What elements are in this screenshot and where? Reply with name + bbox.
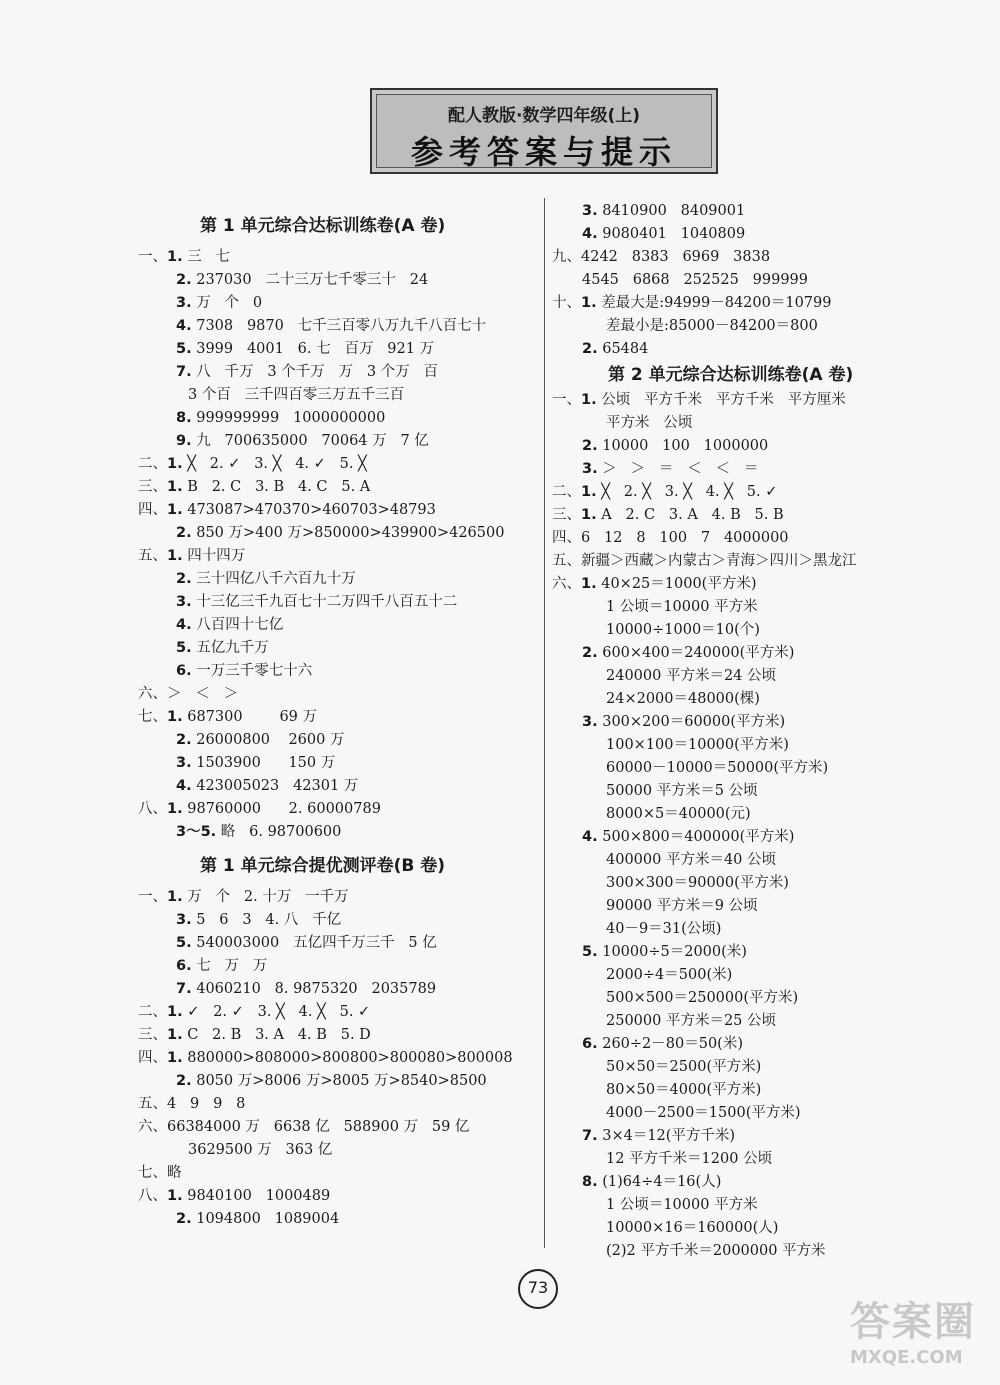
answer-text: 1 公顷＝10000 平方米: [606, 1197, 758, 1213]
answer-line: [138, 430, 538, 453]
section-spacer: [138, 844, 538, 852]
question-number: 5.: [176, 935, 192, 951]
question-number: 2.: [176, 571, 192, 587]
answer-line: [552, 987, 972, 1010]
answer-line: [552, 292, 972, 315]
answer-line: [138, 909, 538, 932]
answer-text: 九 700635000 70064 万 7 亿: [191, 433, 429, 449]
section-title: 第 1 单元综合提优测评卷(B 卷): [200, 856, 446, 876]
answer-line: [552, 481, 972, 504]
question-number: 1.: [167, 1188, 183, 1204]
answer-text: 5 6 3 4. 八 千亿: [191, 912, 342, 928]
question-number: 3.: [176, 912, 192, 928]
question-group-label: 五、: [552, 553, 581, 569]
question-number: 1.: [167, 709, 183, 725]
answer-text: 999999999 1000000000: [191, 410, 386, 426]
question-number: 2.: [176, 732, 192, 748]
question-number: 3.: [176, 295, 192, 311]
answer-text: 3999 4001 6. 七 百万 921 万: [191, 341, 435, 357]
answer-line: [138, 821, 538, 844]
answer-line: [138, 407, 538, 430]
question-group-label: 六、: [138, 1119, 167, 1135]
answer-text: 平方米 公顷: [606, 415, 693, 431]
answer-text: 98760000 2. 60000789: [182, 801, 381, 817]
answer-line: [552, 895, 972, 918]
answer-text: 540003000 五亿四千万三千 5 亿: [191, 935, 437, 951]
question-group-label: 九、: [552, 249, 581, 265]
answer-text: 26000800 2600 万: [191, 732, 345, 748]
question-number: 4.: [582, 829, 598, 845]
answer-text: B 2. C 3. B 4. C 5. A: [182, 479, 371, 495]
banner-title: 参考答案与提示: [410, 133, 677, 171]
answer-text: 12 平方千米＝1200 公顷: [606, 1151, 773, 1167]
question-group-label: 三、: [552, 507, 581, 523]
answer-text: 10000÷1000＝10(个): [606, 622, 760, 638]
answer-text: 4000－2500＝1500(平方米): [606, 1105, 801, 1121]
question-number: 8.: [176, 410, 192, 426]
answer-text: 66384000 万 6638 亿 588900 万 59 亿: [167, 1119, 470, 1135]
answer-text: 差最小是:85000－84200＝800: [606, 318, 818, 334]
question-number: 1.: [167, 249, 183, 265]
left-column: [138, 212, 538, 1231]
answer-line: [552, 619, 972, 642]
question-number: 7.: [176, 364, 192, 380]
answer-text: 400000 平方米＝40 公顷: [606, 852, 777, 868]
answer-line: [552, 596, 972, 619]
header-banner: [370, 88, 718, 174]
question-number: 1.: [581, 295, 597, 311]
answer-text: 880000>808000>800800>800080>800008: [182, 1050, 513, 1066]
question-number: 1.: [167, 502, 183, 518]
answer-text: 60000－10000＝50000(平方米): [606, 760, 829, 776]
answer-text: 8050 万>8006 万>8005 万>8540>8500: [191, 1073, 487, 1089]
answer-text: 6 12 8 100 7 4000000: [581, 530, 789, 546]
answer-text: 8410900 8409001: [597, 203, 746, 219]
answer-text: 五亿九千万: [191, 640, 269, 656]
answer-line: [552, 1079, 972, 1102]
answer-line: [138, 476, 538, 499]
answer-line: [138, 1139, 538, 1162]
answer-line: [552, 338, 972, 361]
answer-line: [138, 591, 538, 614]
right-column: [552, 200, 972, 1263]
answer-text: 4242 8383 6969 3838: [581, 249, 771, 265]
answer-text: 三十四亿八千六百九十万: [191, 571, 356, 587]
answer-text: 差最大是:94999－84200＝10799: [596, 295, 832, 311]
answer-text: 250000 平方米＝25 公顷: [606, 1013, 777, 1029]
answer-line: [138, 1024, 538, 1047]
question-number: 1.: [581, 507, 597, 523]
question-number: 4.: [176, 617, 192, 633]
answer-line: [138, 775, 538, 798]
answer-line: [138, 1162, 538, 1185]
question-group-label: 一、: [552, 392, 581, 408]
answer-text: 万 个 2. 十万 一千万: [182, 889, 349, 905]
question-group-label: 二、: [138, 1004, 167, 1020]
answer-text: (2)2 平方千米＝2000000 平方米: [606, 1243, 826, 1259]
answer-line: [552, 665, 972, 688]
question-number: 9.: [176, 433, 192, 449]
question-number: 6.: [176, 958, 192, 974]
answer-line: [552, 527, 972, 550]
answer-line: [138, 614, 538, 637]
question-number: 5.: [176, 640, 192, 656]
answer-line: [138, 292, 538, 315]
answer-text: 4060210 8. 9875320 2035789: [191, 981, 437, 997]
answer-text: 十三亿三千九百七十二万四千八百五十二: [191, 594, 458, 610]
answer-text: 65484: [597, 341, 649, 357]
answer-line: [552, 246, 972, 269]
question-number: 2.: [176, 525, 192, 541]
answer-text: 240000 平方米＝24 公顷: [606, 668, 777, 684]
question-group-label: 四、: [138, 1050, 167, 1066]
answer-line: [552, 849, 972, 872]
answer-line: [552, 711, 972, 734]
answer-line: [138, 246, 538, 269]
answer-line: [138, 522, 538, 545]
answer-line: [552, 315, 972, 338]
answer-line: [552, 389, 972, 412]
answer-line: [552, 918, 972, 941]
answer-text: 687300 69 万: [182, 709, 318, 725]
question-number: 1.: [167, 1027, 183, 1043]
answer-text: ╳ 2. ╳ 3. ╳ 4. ╳ 5. ✓: [596, 484, 778, 500]
answer-text: 423005023 42301 万: [191, 778, 359, 794]
answer-text: 4545 6868 252525 999999: [582, 272, 808, 288]
answer-text: 80×50＝4000(平方米): [606, 1082, 762, 1098]
question-group-label: 八、: [138, 801, 167, 817]
answer-text: 237030 二十三万七千零三十 24: [191, 272, 429, 288]
answer-text: 10000÷5＝2000(米): [597, 944, 747, 960]
answer-text: ＞ ＜ ＞: [167, 686, 239, 702]
answer-line: [552, 200, 972, 223]
answer-line: [552, 826, 972, 849]
answer-text: C 2. B 3. A 4. B 5. D: [182, 1027, 371, 1043]
answer-line: [552, 1240, 972, 1263]
question-number: 2.: [176, 1211, 192, 1227]
answer-line: [552, 1056, 972, 1079]
answer-line: [552, 412, 972, 435]
question-number: 1.: [167, 801, 183, 817]
answer-line: [138, 932, 538, 955]
answer-text: 9840100 1000489: [182, 1188, 331, 1204]
section-title: 第 1 单元综合达标训练卷(A 卷): [200, 216, 446, 236]
answer-text: 10000×16＝160000(人): [606, 1220, 779, 1236]
answer-text: 300×200＝60000(平方米): [597, 714, 786, 730]
answer-line: [138, 683, 538, 706]
question-number: 6.: [582, 1036, 598, 1052]
answer-line: [552, 1148, 972, 1171]
answer-line: [552, 872, 972, 895]
column-divider: [544, 198, 545, 1248]
answer-line: [138, 706, 538, 729]
question-number: 2.: [582, 341, 598, 357]
answer-line: [138, 729, 538, 752]
answer-text: ✓ 2. ✓ 3. ╳ 4. ╳ 5. ✓: [182, 1004, 371, 1020]
answer-line: [552, 269, 972, 292]
question-number: 8.: [582, 1174, 598, 1190]
answer-line: [138, 955, 538, 978]
answer-text: 3 个百 三千四百零三万五千三百: [188, 387, 405, 403]
answer-text: 四十四万: [182, 548, 246, 564]
question-group-label: 三、: [138, 479, 167, 495]
question-number: 5.: [582, 944, 598, 960]
question-group-label: 六、: [552, 576, 581, 592]
answer-text: 3×4＝12(平方千米): [597, 1128, 736, 1144]
answer-line: [552, 803, 972, 826]
question-number: 1.: [167, 889, 183, 905]
question-number: 4.: [176, 318, 192, 334]
answer-line: [552, 1102, 972, 1125]
answer-text: (1)64÷4＝16(人): [597, 1174, 722, 1190]
question-number: 2.: [582, 645, 598, 661]
answer-text: 万 个 0: [191, 295, 263, 311]
answer-line: [138, 660, 538, 683]
answer-line: [138, 752, 538, 775]
question-number: 3～5.: [176, 824, 217, 840]
answer-line: [552, 504, 972, 527]
question-group-label: 四、: [552, 530, 581, 546]
answer-line: [552, 223, 972, 246]
answer-text: 9080401 1040809: [597, 226, 746, 242]
question-number: 1.: [581, 392, 597, 408]
answer-line: [552, 1194, 972, 1217]
question-group-label: 一、: [138, 889, 167, 905]
answer-text: 新疆＞西藏＞内蒙古＞青海＞四川＞黑龙江: [581, 553, 857, 569]
answer-line: [138, 1093, 538, 1116]
answer-line: [552, 688, 972, 711]
answer-line: [138, 384, 538, 407]
answer-text: 三 七: [182, 249, 231, 265]
answer-text: 500×800＝400000(平方米): [597, 829, 795, 845]
question-number: 2.: [582, 438, 598, 454]
question-number: 5.: [176, 341, 192, 357]
answer-line: [138, 1047, 538, 1070]
answer-line: [138, 798, 538, 821]
answer-line: [552, 550, 972, 573]
question-number: 3.: [176, 755, 192, 771]
answer-text: 1 公顷＝10000 平方米: [606, 599, 758, 615]
question-group-label: 四、: [138, 502, 167, 518]
question-number: 3.: [176, 594, 192, 610]
answer-text: A 2. C 3. A 4. B 5. B: [596, 507, 784, 523]
question-number: 1.: [581, 576, 597, 592]
answer-text: 2000÷4＝500(米): [606, 967, 733, 983]
answer-text: 3629500 万 363 亿: [188, 1142, 333, 1158]
answer-line: [138, 1001, 538, 1024]
question-number: 1.: [167, 548, 183, 564]
question-number: 2.: [176, 1073, 192, 1089]
answer-text: 300×300＝90000(平方米): [606, 875, 789, 891]
answer-line: [552, 1125, 972, 1148]
question-number: 2.: [176, 272, 192, 288]
answer-text: 260÷2－80＝50(米): [597, 1036, 743, 1052]
question-number: 7.: [176, 981, 192, 997]
answer-line: [552, 573, 972, 596]
answer-line: [552, 1217, 972, 1240]
banner-frame: [376, 94, 712, 171]
answer-text: 40×25＝1000(平方米): [596, 576, 757, 592]
question-group-label: 十、: [552, 295, 581, 311]
answer-text: 850 万>400 万>850000>439900>426500: [191, 525, 505, 541]
answer-line: [552, 964, 972, 987]
page-number-badge: [504, 1265, 564, 1317]
answer-line: [552, 941, 972, 964]
answer-text: 1503900 150 万: [191, 755, 336, 771]
answer-text: 473087>470370>460703>48793: [182, 502, 436, 518]
answer-line: [138, 886, 538, 909]
answer-line: [138, 1070, 538, 1093]
answer-text: 50×50＝2500(平方米): [606, 1059, 762, 1075]
question-number: 1.: [167, 456, 183, 472]
answer-text: 8000×5＝40000(元): [606, 806, 751, 822]
question-number: 1.: [167, 1050, 183, 1066]
answer-line: [552, 757, 972, 780]
answer-text: 一万三千零七十六: [191, 663, 313, 679]
question-number: 1.: [167, 479, 183, 495]
question-number: 4.: [176, 778, 192, 794]
answer-line: [138, 453, 538, 476]
question-group-label: 五、: [138, 1096, 167, 1112]
answer-text: 50000 平方米＝5 公顷: [606, 783, 758, 799]
question-number: 1.: [167, 1004, 183, 1020]
answer-text: 100×100＝10000(平方米): [606, 737, 789, 753]
answer-text: 公顷 平方千米 平方千米 平方厘米: [596, 392, 846, 408]
answer-line: [138, 361, 538, 384]
answer-line: [138, 338, 538, 361]
question-group-label: 七、: [138, 1165, 167, 1181]
question-group-label: 六、: [138, 686, 167, 702]
question-group-label: 五、: [138, 548, 167, 564]
watermark: [850, 1290, 990, 1375]
answer-text: 500×500＝250000(平方米): [606, 990, 799, 1006]
answer-text: 略: [167, 1165, 182, 1181]
answer-text: 600×400＝240000(平方米): [597, 645, 795, 661]
question-number: 3.: [582, 461, 598, 477]
question-number: 4.: [582, 226, 598, 242]
watermark-url: MXQE.COM: [850, 1347, 963, 1368]
question-number: 3.: [582, 714, 598, 730]
question-number: 1.: [581, 484, 597, 500]
answer-line: [138, 978, 538, 1001]
answer-line: [138, 568, 538, 591]
answer-line: [552, 1171, 972, 1194]
answer-line: [552, 642, 972, 665]
answer-text: 7308 9870 七千三百零八万九千八百七十: [191, 318, 487, 334]
answer-line: [138, 545, 538, 568]
watermark-logo-text: 答案圈: [850, 1299, 976, 1345]
page-number: 73: [527, 1278, 549, 1297]
question-number: 7.: [582, 1128, 598, 1144]
question-group-label: 二、: [552, 484, 581, 500]
answer-line: [138, 499, 538, 522]
answer-text: 90000 平方米＝9 公顷: [606, 898, 758, 914]
answer-line: [138, 637, 538, 660]
answer-line: [138, 1116, 538, 1139]
answer-line: [138, 1208, 538, 1231]
answer-text: ＞ ＞ ＝ ＜ ＜ ＝: [597, 461, 759, 477]
answer-text: 七 万 万: [191, 958, 268, 974]
question-number: 6.: [176, 663, 192, 679]
answer-text: 40－9＝31(公顷): [606, 921, 722, 937]
answer-line: [552, 1033, 972, 1056]
banner-subtitle: 配人教版·数学四年级(上): [448, 106, 640, 126]
answer-line: [552, 1010, 972, 1033]
answer-line: [552, 435, 972, 458]
answer-line: [552, 458, 972, 481]
question-group-label: 三、: [138, 1027, 167, 1043]
section-title: 第 2 单元综合达标训练卷(A 卷): [608, 365, 854, 385]
answer-text: ╳ 2. ✓ 3. ╳ 4. ✓ 5. ╳: [182, 456, 367, 472]
answer-text: 10000 100 1000000: [597, 438, 769, 454]
answer-line: [552, 780, 972, 803]
question-group-label: 二、: [138, 456, 167, 472]
answer-line: [552, 734, 972, 757]
answer-text: 1094800 1089004: [191, 1211, 340, 1227]
answer-text: 24×2000＝48000(棵): [606, 691, 760, 707]
answer-text: 八 千万 3 个千万 万 3 个万 百: [191, 364, 439, 380]
question-group-label: 八、: [138, 1188, 167, 1204]
answer-text: 略 6. 98700600: [216, 824, 342, 840]
answer-line: [138, 269, 538, 292]
answer-text: 八百四十七亿: [191, 617, 284, 633]
answer-text: 4 9 9 8: [167, 1096, 246, 1112]
answer-line: [138, 315, 538, 338]
question-number: 3.: [582, 203, 598, 219]
question-group-label: 一、: [138, 249, 167, 265]
answer-line: [138, 1185, 538, 1208]
question-group-label: 七、: [138, 709, 167, 725]
